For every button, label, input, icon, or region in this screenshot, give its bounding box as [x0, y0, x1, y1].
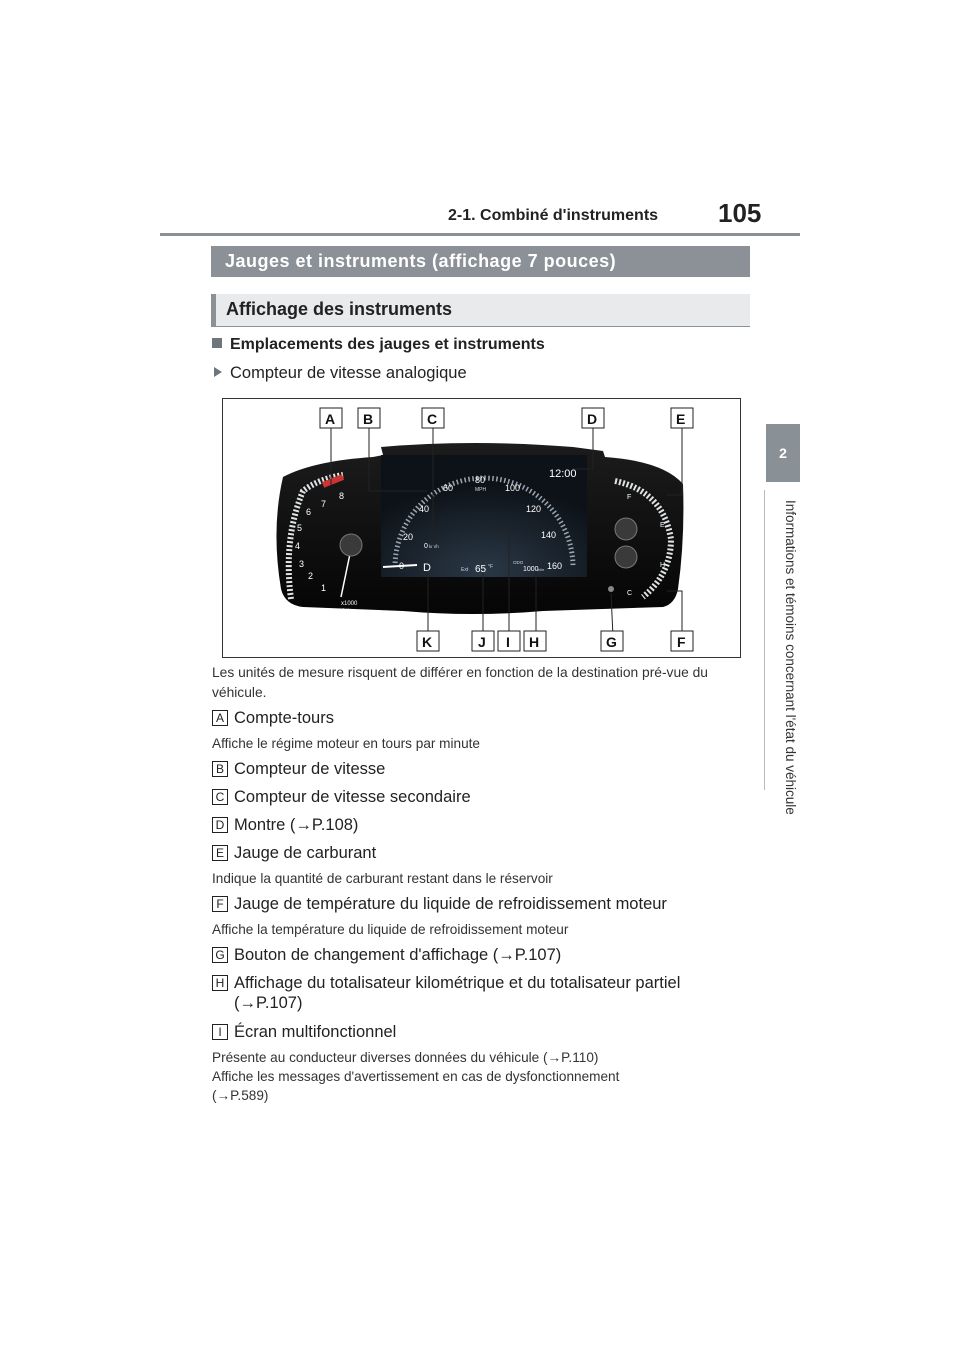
rpm-tick-5: 5	[297, 523, 303, 533]
item-E-label: Jauge de carburant	[234, 844, 377, 862]
item-B	[212, 758, 385, 780]
callout-D: D	[587, 411, 598, 427]
display-change-button	[608, 586, 614, 592]
chapter-tab: 2	[766, 424, 800, 482]
subheading	[214, 364, 467, 383]
rpm-unit2: r/min	[341, 608, 353, 614]
rpm-tick-8: 8	[339, 491, 345, 501]
item-D	[212, 814, 358, 836]
badge-B: B	[212, 761, 228, 777]
callout-E: E	[676, 411, 686, 427]
subsection-rule	[211, 326, 750, 327]
speed-tick-80: 80	[475, 475, 486, 485]
item-B-label: Compteur de vitesse	[234, 760, 386, 778]
callout-J: J	[478, 634, 486, 650]
badge-A: A	[212, 710, 228, 726]
speed-tick-60: 60	[443, 483, 454, 493]
callout-C: C	[427, 411, 438, 427]
item-G	[212, 944, 561, 966]
odo-label: ODO	[513, 560, 524, 565]
sub-speed-zero: 0	[424, 543, 428, 550]
speed-tick-140: 140	[541, 530, 557, 540]
section-title: Jauges et instruments (affichage 7 pouces)	[211, 246, 750, 277]
triangle-bullet-icon	[214, 367, 222, 377]
rpm-tick-3: 3	[299, 559, 305, 569]
item-I-label: Écran multifonctionnel	[234, 1023, 397, 1041]
temp-knob	[615, 546, 637, 568]
item-H-label-cont: (→P.107)	[234, 994, 303, 1012]
callout-H: H	[529, 634, 540, 650]
header-rule	[160, 233, 800, 236]
badge-E: E	[212, 845, 228, 861]
item-I-desc: Présente au conducteur diverses données du véhicule (→P.110)	[212, 1050, 599, 1065]
item-H	[212, 972, 680, 994]
instrument-cluster-figure	[222, 398, 741, 658]
temp-cold-label: C	[627, 590, 633, 597]
tacho-knob	[340, 534, 362, 556]
item-F-desc: Affiche la température du liquide de refroidissement moteur	[212, 922, 569, 937]
badge-H: H	[212, 975, 228, 991]
page-number: 105	[718, 198, 762, 228]
outside-temp-label: Ext	[461, 567, 469, 573]
outside-temp-unit: °F	[488, 564, 494, 570]
fuel-empty-label: E	[660, 522, 665, 529]
chapter-title-vertical: Informations et témoins concernant l'état du véhicule	[783, 500, 798, 815]
callout-K: K	[422, 634, 433, 650]
fuel-knob	[615, 518, 637, 540]
item-H-label: Affichage du totalisateur kilométrique et du totalisateur partiel	[234, 974, 681, 992]
item-C-label: Compteur de vitesse secondaire	[234, 788, 471, 806]
sub-speed-unit: km/h	[429, 544, 439, 549]
gear-indicator: D	[423, 562, 431, 574]
section-header: 2-1. Combiné d'instruments	[448, 207, 659, 224]
outside-temp-value: 65	[475, 564, 487, 575]
speed-tick-100: 100	[505, 483, 521, 493]
callout-F: F	[677, 634, 686, 650]
item-A-label: Compte-tours	[234, 709, 334, 727]
item-G-label: Bouton de changement d'affichage (→P.107)	[234, 946, 562, 964]
item-F-label: Jauge de température du liquide de refroidissement moteur	[234, 895, 667, 913]
item-A	[212, 707, 334, 729]
badge-F: F	[212, 896, 228, 912]
speed-tick-40: 40	[419, 504, 430, 514]
odo-value: 1000	[523, 566, 539, 573]
item-I-desc3: (→P.589)	[212, 1088, 269, 1103]
rpm-tick-2: 2	[308, 571, 314, 581]
callout-A: A	[325, 411, 336, 427]
badge-D: D	[212, 817, 228, 833]
subsection-title: Affichage des instruments	[211, 294, 750, 326]
rpm-tick-4: 4	[295, 541, 301, 551]
speed-tick-20: 20	[403, 532, 414, 542]
square-bullet-icon	[212, 338, 222, 348]
rpm-tick-1: 1	[321, 583, 327, 593]
callout-B: B	[363, 411, 374, 427]
odo-unit: mile	[537, 567, 545, 572]
item-I-desc2: Affiche les messages d'avertissement en cas de dysfonctionnement	[212, 1069, 620, 1084]
rpm-unit: x1000	[341, 601, 358, 607]
side-divider	[764, 490, 765, 790]
item-F	[212, 893, 667, 915]
badge-G: G	[212, 947, 228, 963]
clock-display: 12:00	[549, 468, 577, 480]
badge-I: I	[212, 1024, 228, 1040]
speed-tick-120: 120	[526, 504, 542, 514]
item-A-desc: Affiche le régime moteur en tours par minute	[212, 736, 480, 751]
item-I	[212, 1021, 396, 1043]
item-C	[212, 786, 471, 808]
fuel-full-label: F	[627, 494, 632, 501]
cluster-illustration	[223, 399, 740, 657]
speed-unit-inner: MPH	[475, 487, 487, 493]
callout-G: G	[606, 634, 617, 650]
callout-I: I	[506, 634, 510, 650]
rpm-tick-6: 6	[306, 507, 312, 517]
speed-tick-160: 160	[547, 561, 563, 571]
item-D-label: Montre (→P.108)	[234, 816, 359, 834]
temp-hot-label: H	[660, 562, 666, 569]
subheading-text: Compteur de vitesse analogique	[230, 364, 467, 382]
badge-C: C	[212, 789, 228, 805]
item-E	[212, 842, 376, 864]
figure-caption: Les unités de mesure risquent de différer en fonction de la destination pré-vue du véhicule.	[212, 665, 708, 700]
heading	[212, 336, 545, 354]
rpm-tick-7: 7	[321, 499, 327, 509]
item-E-desc: Indique la quantité de carburant restant dans le réservoir	[212, 871, 553, 886]
heading-text: Emplacements des jauges et instruments	[230, 336, 545, 353]
